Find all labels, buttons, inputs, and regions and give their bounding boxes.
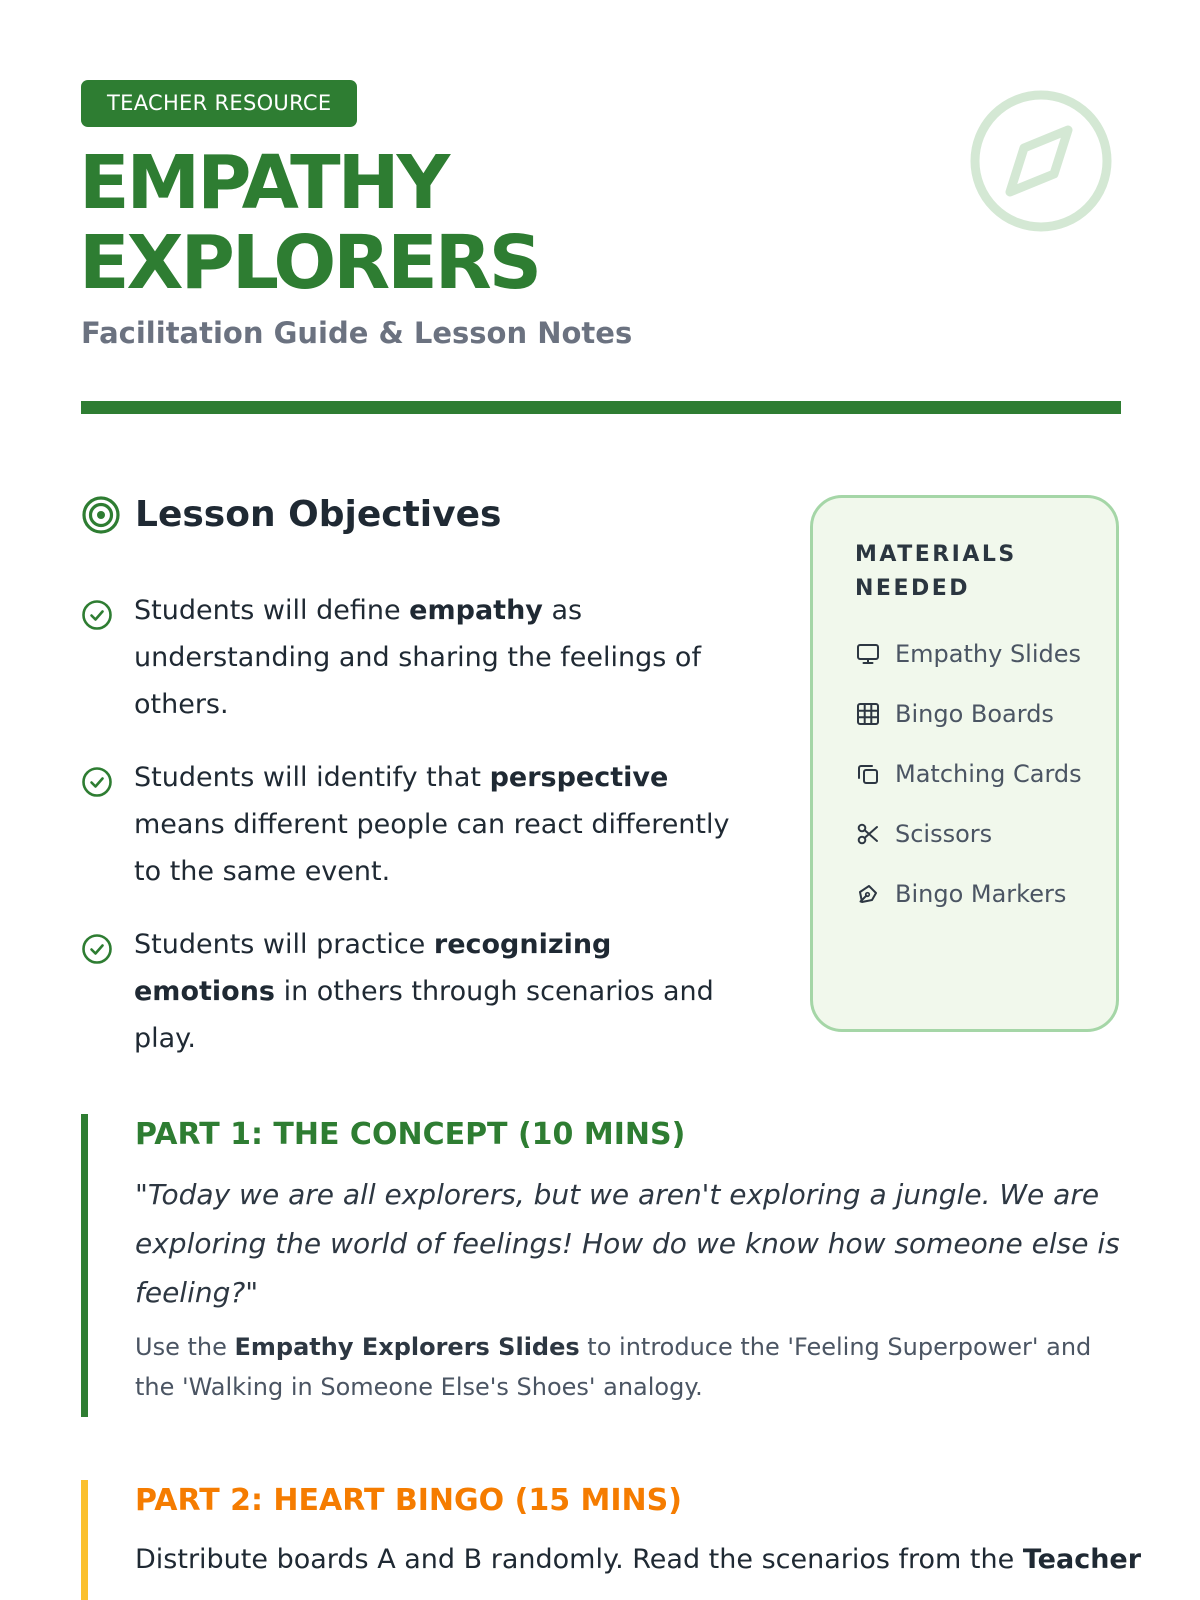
material-label: Empathy Slides [895,640,1082,668]
objective-item [81,754,761,895]
page-title [79,140,540,306]
material-label: Scissors [895,820,993,848]
grid-icon [855,701,881,727]
pen-tool-icon [855,881,881,907]
title-line-1: EMPATHY [79,140,448,226]
objective-keyword: empathy [409,595,543,626]
material-item-scissors [855,814,1096,854]
objective-item [81,921,761,1062]
check-circle-icon [81,933,113,965]
compass-icon [968,88,1114,234]
objective-text: Students will define empathy as understanding and sharing the feelings of others. [134,595,701,720]
part-1-quote: "Today we are all explorers, but we aren't exploring a jungle. We are exploring the world of feelings! How do we know how someone else is feeling?" [135,1178,1120,1309]
part-2-section [81,1480,1142,1600]
objective-keyword: recognizing emotions [134,929,612,1007]
slides-reference: Empathy Explorers Slides [234,1333,580,1361]
objectives-header [81,494,501,535]
target-icon [81,495,121,535]
teacher-reference: Teacher [1022,1544,1142,1575]
teacher-resource-badge: TEACHER RESOURCE [81,80,357,127]
part-1-title: PART 1: THE CONCEPT (10 MINS) [135,1117,686,1152]
copy-cards-icon [855,761,881,787]
monitor-icon [855,641,881,667]
material-label: Matching Cards [895,760,1082,788]
part-2-body: Distribute boards A and B randomly. Read the scenarios from the Teacher [135,1544,1142,1575]
part-1-section [81,1114,1121,1417]
scissors-icon [855,821,881,847]
materials-heading: MATERIALS NEEDED [855,542,1017,601]
objectives-list [81,587,761,1088]
check-circle-icon [81,766,113,798]
header-divider [81,401,1121,414]
material-item-bingo-boards [855,694,1096,734]
objective-text: Students will identify that perspective means different people can react differently to the same event. [134,762,730,887]
title-line-2: EXPLORERS [79,220,540,306]
part-2-title: PART 2: HEART BINGO (15 MINS) [135,1483,682,1518]
material-item-matching-cards [855,754,1096,794]
material-label: Bingo Boards [895,700,1054,728]
material-label: Bingo Markers [895,880,1067,908]
objective-item [81,587,761,728]
check-circle-icon [81,599,113,631]
material-item-slides [855,634,1096,674]
objectives-heading: Lesson Objectives [135,494,502,535]
part-1-body: Use the Empathy Explorers Slides to introduce the 'Feeling Superpower' and the 'Walking in Someone Else's Shoes' analogy. [135,1333,1092,1401]
page-subtitle: Facilitation Guide & Lesson Notes [81,316,633,350]
material-item-bingo-markers [855,874,1096,914]
objective-text: Students will practice recognizing emotions in others through scenarios and play. [134,929,714,1054]
objective-keyword: perspective [489,762,669,793]
materials-panel [810,495,1119,1032]
